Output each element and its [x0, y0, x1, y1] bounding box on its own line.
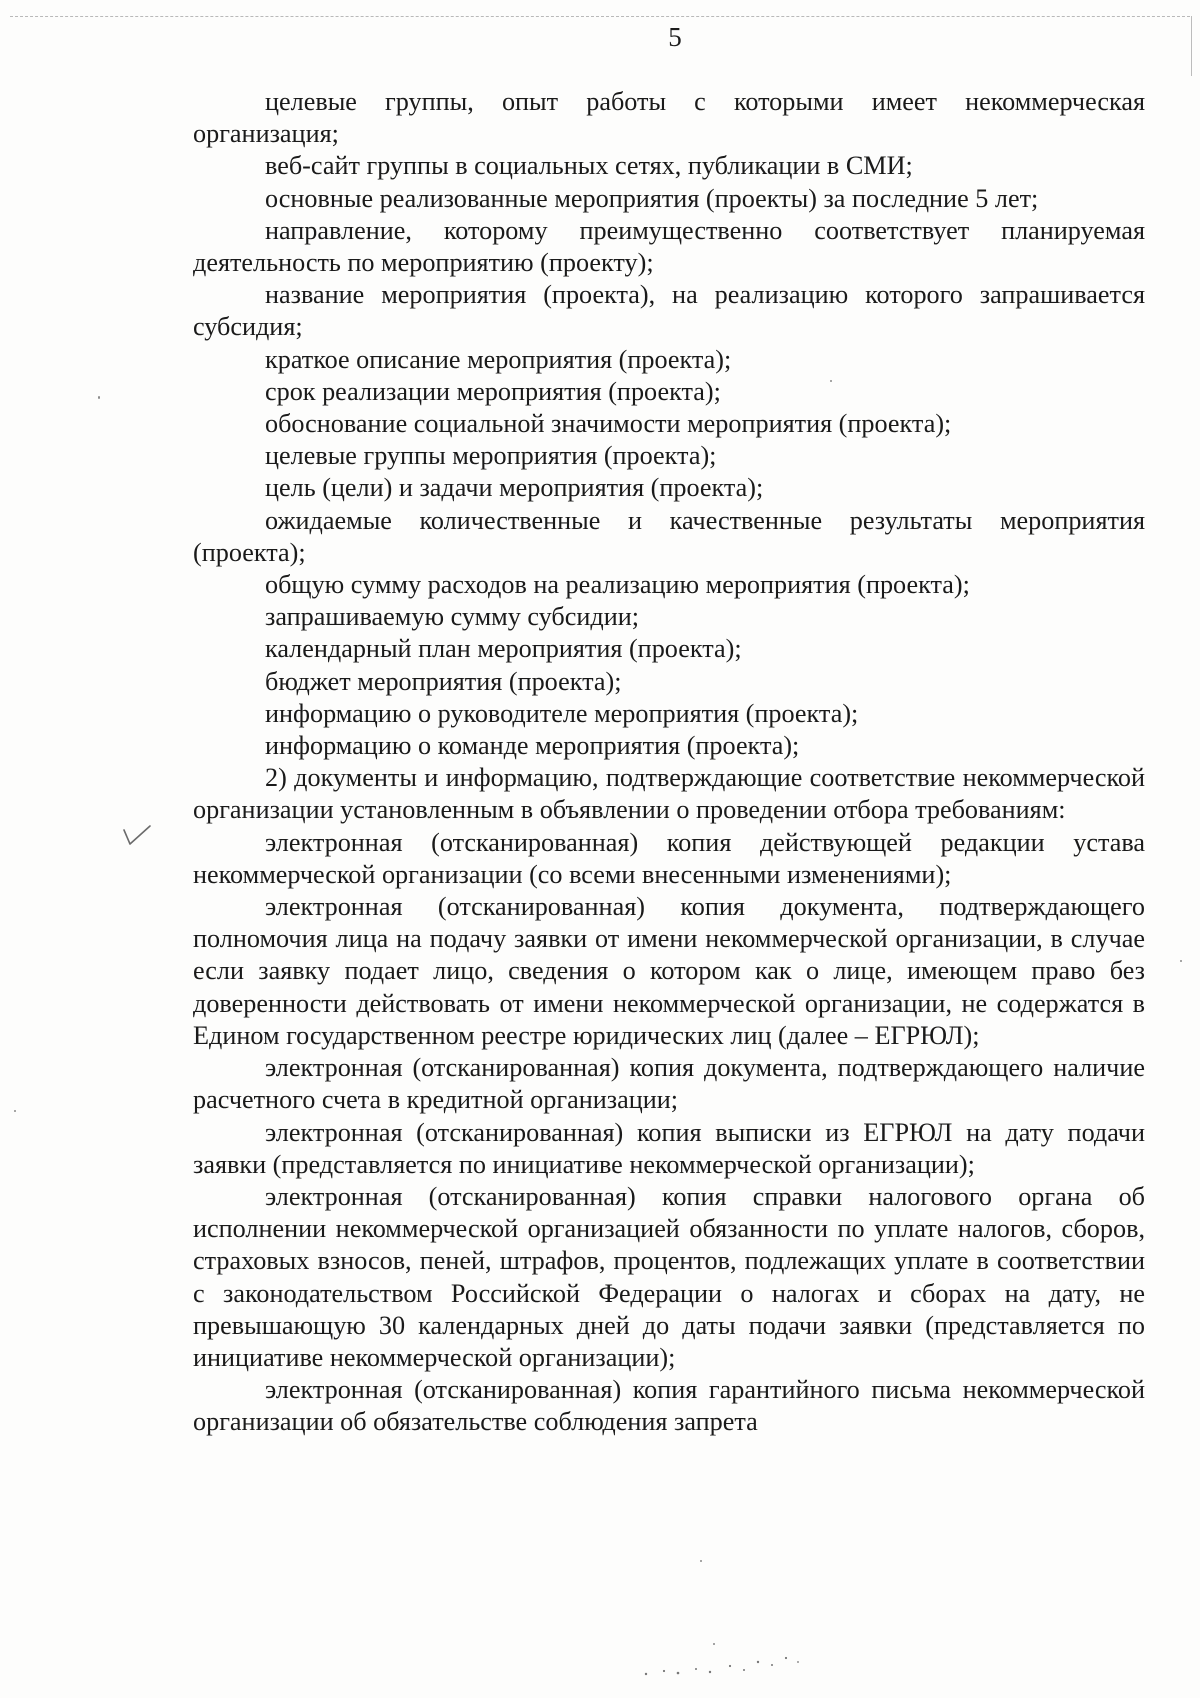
paragraph: запрашиваемую сумму субсидии; — [265, 602, 640, 632]
paragraph: электронная (отсканированная) копия документа, подтверждающего полномочия лица на подачу заявки от имени некоммерческой организации, в случае если заявку подает лицо, сведения о котором как о лице, имеющем право без доверенности действовать от имени некоммерческой организации, не содержатся в Едином государственном реестре юридических лиц (далее – ЕГРЮЛ); — [193, 892, 1145, 1050]
paragraph: электронная (отсканированная) копия справки налогового органа об исполнении некоммерческой организацией обязанности по уплате налогов, сборов, страховых взносов, пеней, штрафов, процентов, подлежащих уплате в соответствии с законодательством Российской Федерации о налогах и сборах на дату, не превышающую 30 календарных дней до даты подачи заявки (представляется по инициативе некоммерческой организации); — [193, 1181, 1145, 1372]
paragraph: срок реализации мероприятия (проекта); — [265, 376, 721, 406]
scan-edge-top — [10, 16, 1190, 17]
scan-speck — [98, 396, 100, 399]
paragraph: бюджет мероприятия (проекта); — [265, 666, 622, 696]
paragraph: цель (цели) и задачи мероприятия (проекта); — [265, 473, 764, 503]
paragraph: основные реализованные мероприятия (проекты) за последние 5 лет; — [265, 183, 1039, 213]
scan-speck — [14, 1110, 16, 1112]
scan-speck — [1180, 960, 1182, 962]
checkmark-icon — [120, 820, 154, 848]
paragraph: ожидаемые количественные и качественные результаты мероприятия (проекта); — [193, 505, 1145, 567]
paragraph: информацию о команде мероприятия (проекта); — [265, 731, 800, 761]
paragraph: общую сумму расходов на реализацию мероприятия (проекта); — [265, 570, 970, 600]
paragraph: информацию о руководителе мероприятия (проекта); — [265, 698, 859, 728]
paragraph: веб-сайт группы в социальных сетях, публикации в СМИ; — [265, 151, 913, 181]
paragraph: электронная (отсканированная) копия документа, подтверждающего наличие расчетного счета в кредитной организации; — [193, 1053, 1145, 1115]
scan-noise-dots — [640, 1640, 820, 1680]
paragraph: 2) документы и информацию, подтверждающие соответствие некоммерческой организации установленным в объявлении о проведении отбора требованиям: — [193, 763, 1145, 825]
paragraph: электронная (отсканированная) копия гарантийного письма некоммерческой организации об обязательстве соблюдения запрета — [193, 1375, 1145, 1437]
paragraph: электронная (отсканированная) копия действующей редакции устава некоммерческой организации (со всеми внесенными изменениями); — [193, 827, 1145, 889]
paragraph: направление, которому преимущественно соответствует планируемая деятельность по мероприятию (проекту); — [193, 215, 1145, 278]
scan-speck — [830, 380, 832, 382]
paragraph: электронная (отсканированная) копия выписки из ЕГРЮЛ на дату подачи заявки (представляется по инициативе некоммерческой организации); — [193, 1117, 1145, 1179]
page-number: 5 — [668, 22, 682, 52]
paragraph: название мероприятия (проекта), на реализацию которого запрашивается субсидия; — [193, 280, 1145, 342]
paragraph: календарный план мероприятия (проекта); — [265, 634, 742, 664]
scan-speck — [700, 1560, 702, 1562]
paragraph: краткое описание мероприятия (проекта); — [265, 344, 732, 374]
paragraph: целевые группы, опыт работы с которыми имеет некоммерческая организация; — [193, 87, 1145, 149]
paragraph: обоснование социальной значимости мероприятия (проекта); — [265, 409, 952, 439]
document-body — [193, 86, 1145, 1439]
paragraph: целевые группы мероприятия (проекта); — [265, 441, 717, 471]
